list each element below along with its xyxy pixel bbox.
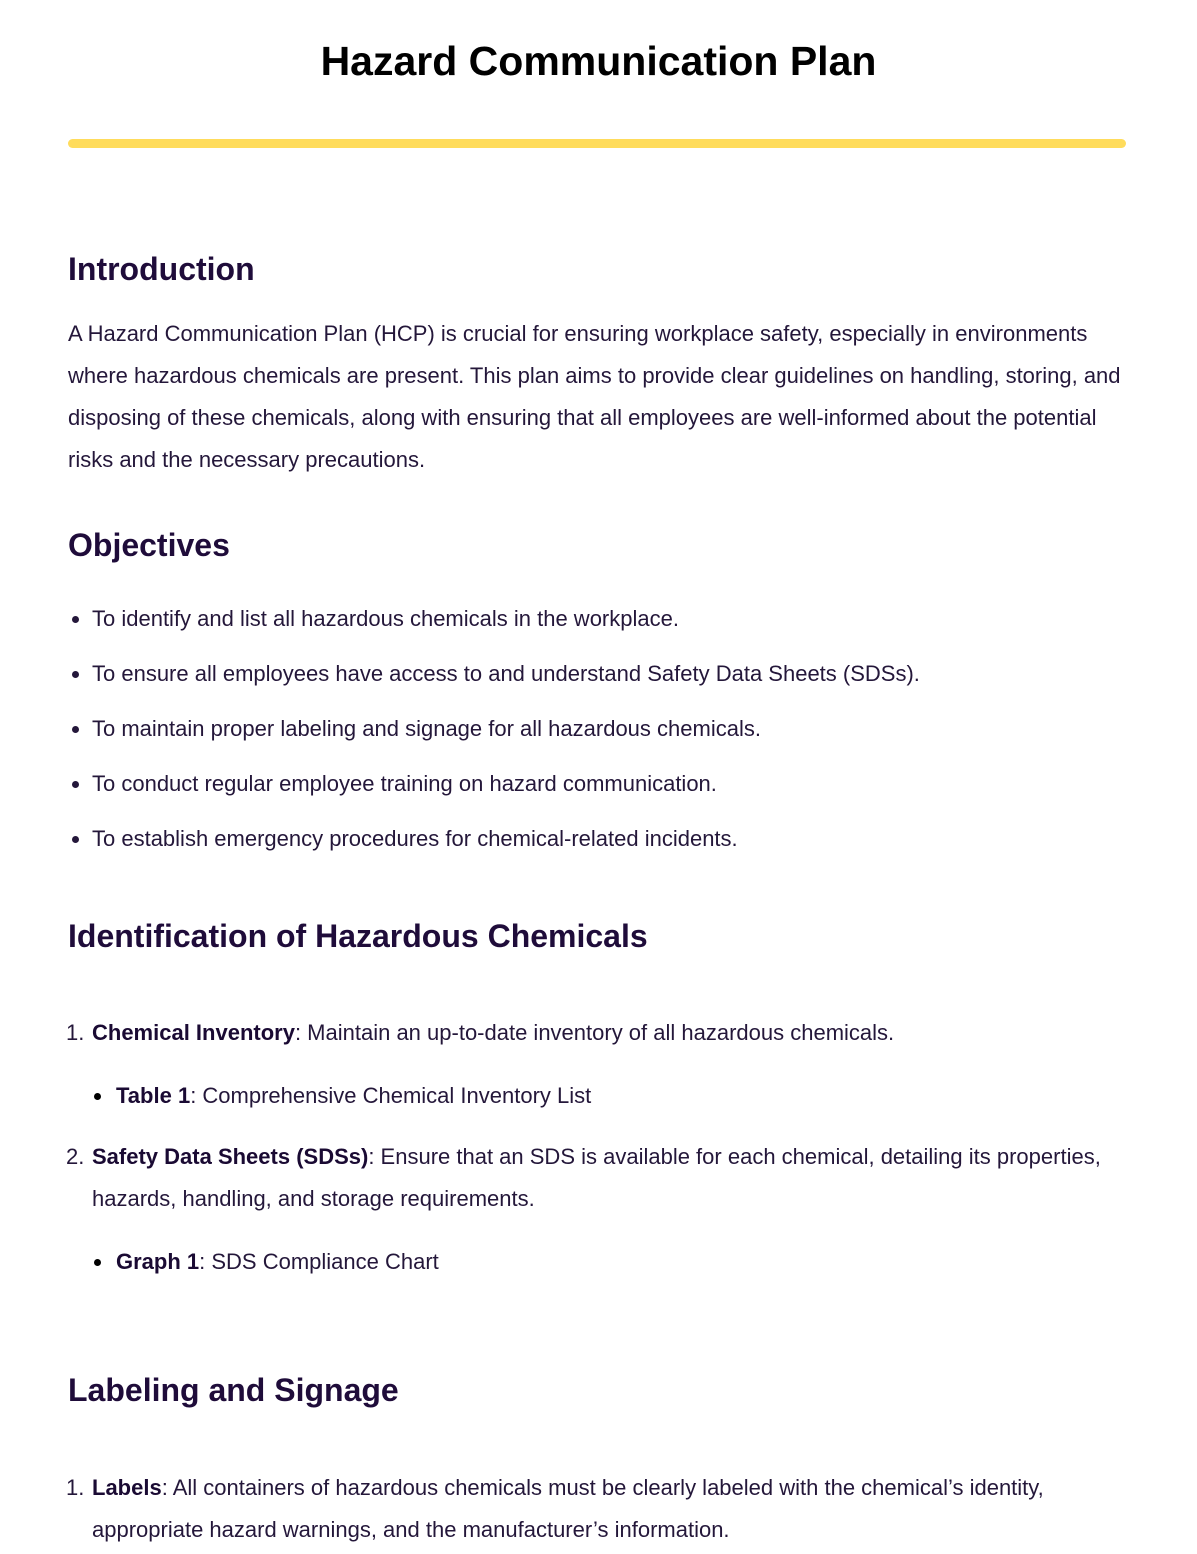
item-label: Safety Data Sheets (SDSs)	[92, 1144, 369, 1169]
objectives-heading: Objectives	[68, 527, 230, 563]
item-text: : All containers of hazardous chemicals must be clearly labeled with the chemical’s identity, appropriate hazard warnings, and the manufacturer’s information.	[92, 1475, 1044, 1542]
list-item: • To conduct regular employee training on hazard communication.	[92, 771, 920, 826]
introduction-text: A Hazard Communication Plan (HCP) is crucial for ensuring workplace safety, especially in environments where hazardous chemicals are present. This plan aims to provide clear guidelines on handling, storing, and disposing of these chemicals, along with ensuring that all employees are well-informed about the potential risks and the necessary precautions.	[68, 321, 1121, 472]
sub-list-item	[92, 1247, 439, 1277]
labeling-heading: Labeling and Signage	[68, 1372, 399, 1408]
item-label: Chemical Inventory	[92, 1020, 295, 1045]
title-divider	[68, 139, 1126, 148]
list-item: • To identify and list all hazardous chemicals in the workplace.	[92, 606, 920, 661]
sub-item-text: : Comprehensive Chemical Inventory List	[190, 1083, 592, 1108]
item-number: 1.	[66, 1475, 85, 1500]
page-title: Hazard Communication Plan	[320, 38, 877, 84]
sub-item-label: Table 1	[116, 1083, 191, 1108]
item-number: 2.	[66, 1144, 85, 1169]
list-item: • To ensure all employees have access to and understand Safety Data Sheets (SDSs).	[92, 661, 920, 716]
list-item	[66, 1136, 1106, 1220]
objectives-list	[68, 606, 920, 881]
bullet-icon	[94, 1259, 101, 1266]
sub-item-label: Graph 1	[116, 1249, 200, 1274]
bullet-icon	[94, 1093, 101, 1100]
item-label: Labels	[92, 1475, 162, 1500]
identification-heading: Identification of Hazardous Chemicals	[68, 918, 648, 954]
sub-list-item	[92, 1081, 591, 1111]
list-item	[66, 1012, 1106, 1054]
introduction-heading: Introduction	[68, 251, 255, 287]
list-item: • To maintain proper labeling and signage for all hazardous chemicals.	[92, 716, 920, 771]
item-text: : Maintain an up-to-date inventory of all hazardous chemicals.	[294, 1020, 895, 1045]
item-number: 1.	[66, 1020, 85, 1045]
list-item	[66, 1467, 1106, 1551]
item-text: : Ensure that an SDS is available for each chemical, detailing its properties, hazards, handling, and storage requirements.	[92, 1144, 1101, 1211]
list-item: • To establish emergency procedures for chemical-related incidents.	[92, 826, 920, 881]
sub-item-text: : SDS Compliance Chart	[199, 1249, 439, 1274]
